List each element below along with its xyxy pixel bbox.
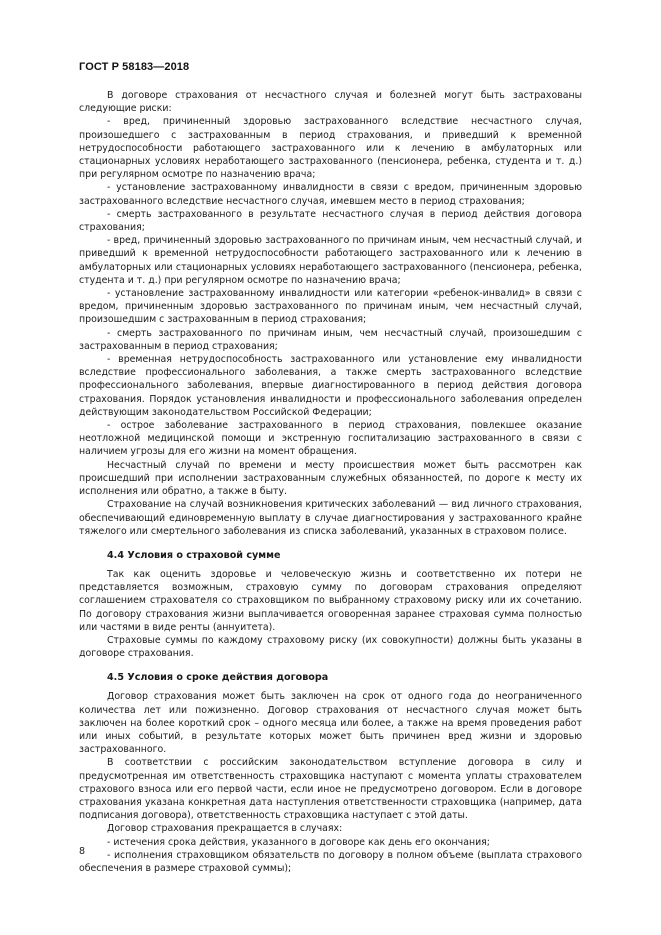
list-item: - исполнения страховщиком обязательств по договору в полном объеме (выплата страхового обеспечения в размере страховой суммы); bbox=[79, 849, 582, 874]
paragraph: В договоре страхования от несчастного случая и болезней могут быть застрахованы следующие риски: bbox=[79, 90, 582, 115]
list-item: - установление застрахованному инвалидности или категории «ребенок-инвалид» в связи с вредом, причиненным здоровью застрахованного по причинам иным, чем несчастный случай, произошедшим с застрахованным в период страхования; bbox=[79, 288, 582, 326]
list-item: - смерть застрахованного по причинам иным, чем несчастный случай, произошедшим с застрахованным в период страхования; bbox=[79, 327, 582, 352]
paragraph: Так как оценить здоровье и человеческую жизнь и соответственно их потери не представляется возможным, страховую сумму по договорам страхования определяют соглашением страхователя со страховщиком по выбранному страховому риску или их сочетанию. По договору страхования жизни выплачивается оговоренная заранее страховая сумма полностью или частями в виде ренты (аннуитета). bbox=[79, 568, 582, 633]
paragraph: Несчастный случай по времени и месту происшествия может быть рассмотрен как происшедший при исполнении застрахованным служебных обязанностей, по дороге к месту их исполнения или обратно, а также в быту. bbox=[79, 459, 582, 498]
paragraph: В соответствии с российским законодательством вступление договора в силу и предусмотренная им ответственность страховщика наступают с момента уплаты страхователем страхового взноса или его первой части, если иное не предусмотрено договором. Если в договоре страхования указана конкретная дата наступления ответственности страховщика (например, дата подписания договора), ответственность страховщика наступает с этой даты. bbox=[79, 757, 582, 822]
document-header: ГОСТ Р 58183—2018 bbox=[79, 61, 190, 73]
list-item: - истечения срока действия, указанного в договоре как день его окончания; bbox=[107, 836, 490, 848]
list-item: - острое заболевание застрахованного в период страхования, повлекшее оказание неотложной медицинской помощи и экстренную госпитализацию застрахованного в связи с наличием угрозы для его жизни на момент обращения. bbox=[79, 420, 582, 458]
page-number: 8 bbox=[79, 846, 86, 857]
section-heading-4-5: 4.5 Условия о сроке действия договора bbox=[107, 672, 329, 684]
document-body bbox=[79, 89, 582, 875]
list-item: - временная нетрудоспособность застрахованного или установление ему инвалидности вследствие профессионального заболевания, а также смерть застрахованного вследствие профессионального заболевания, впервые диагностированного в период действия договора страхования. Порядок установления инвалидности и профессионального заболевания определен действующим законодательством Российской Федерации; bbox=[79, 354, 582, 418]
list-item: - вред, причиненный здоровью застрахованного вследствие несчастного случая, произошедшего с застрахованным в период страхования, и приведший к временной нетрудоспособности работающего застрахованного или к лечению в амбулаторных или стационарных условиях неработающего застрахованного (пенсионера, ребенка, студента и т. д.) при регулярном осмотре по назначению врача; bbox=[79, 116, 582, 181]
paragraph: Договор страхования прекращается в случаях: bbox=[107, 823, 343, 835]
section-heading-4-4: 4.4 Условия о страховой сумме bbox=[107, 549, 281, 561]
paragraph: Страховые суммы по каждому страховому риску (их совокупности) должны быть указаны в договоре страхования. bbox=[79, 634, 582, 660]
paragraph: Страхование на случай возникновения критических заболеваний — вид личного страхования, обеспечивающий единовременную выплату в случае диагностирования у застрахованного крайне тяжелого или смертельного заболевания из списка заболеваний, указанных в страховом полисе. bbox=[79, 499, 582, 537]
list-item: - смерть застрахованного в результате несчастного случая в период действия договора страхования; bbox=[79, 208, 582, 234]
list-item: - вред, причиненный здоровью застрахованного по причинам иным, чем несчастный случай, и приведший к временной нетрудоспособности работающего застрахованного или к лечению в амбулаторных или стационарных условиях неработающего застрахованного (пенсионера, ребенка, студента и т. д.) при регулярном осмотре по назначению врача; bbox=[79, 235, 582, 286]
list-item: - установление застрахованному инвалидности в связи с вредом, причиненным здоровью застрахованного вследствие несчастного случая, имевшем место в период страхования; bbox=[79, 182, 582, 207]
paragraph: Договор страхования может быть заключен на срок от одного года до неограниченного количества лет или пожизненно. Договор страхования от несчастного случая может быть заключен на более короткий срок – одного месяца или более, а также на время проведения работ или иных событий, в результате которых может быть причинен вред жизни и здоровью застрахованного. bbox=[79, 691, 582, 756]
